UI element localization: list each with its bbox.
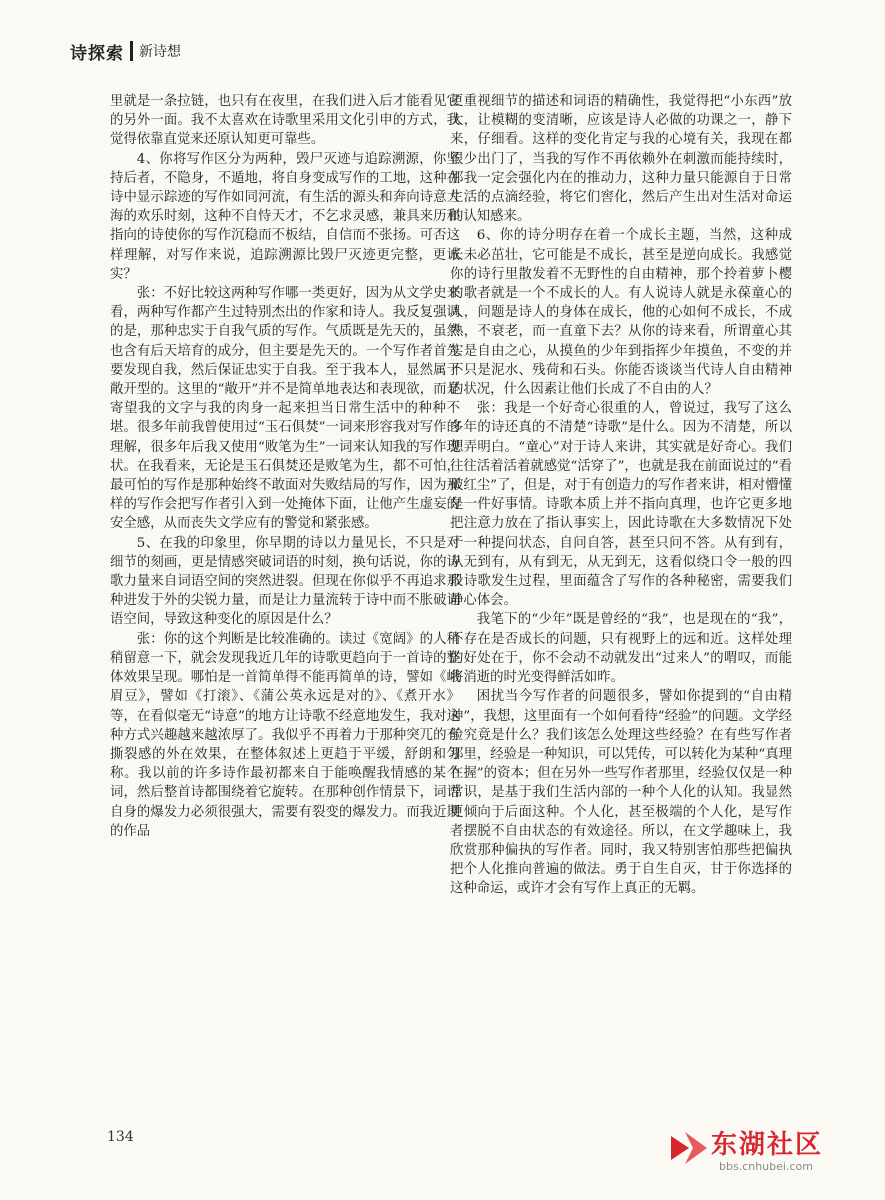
paragraph: 张：你的这个判断是比较准确的。读过《宽阔》的人稍稍留意一下，就会发现我近几年的诗歌更趋向于一首诗的整体效果呈现。哪怕是一首简单得不能再简单的诗，譬如《峨眉豆》，譬如《打滚》、《蒲公英永远是对的》、《煮开水》等，在看似毫无“诗意”的地方让诗歌不经意地发生，我对这种方式兴趣越来越浓厚了。我似乎不再着力于那种突兀的有撕裂感的外在效果，在整体叙述上更趋于平缓，舒朗和匀称。我以前的许多诗作最初都来自于能唤醒我情感的某个词，然后整首诗都围绕着它旋转。在那种创作情景下，词语自身的爆发力必须很强大，需要有裂变的爆发力。而我近期的作品 — [110, 631, 460, 839]
paragraph: 张：我是一个好奇心很重的人，曾说过，我写了这么多年的诗还真的不清楚“诗歌”是什么。因为不清楚，所以想弄明白。“童心”对于诗人来讲，其实就是好奇心。我们往往活着活着就感觉“活穿了”，也就是我在前面说过的“看破红尘”了，但是，对于有创造力的写作者来讲，相对懵懂是一件好事情。诗歌本质上并不指向真理，也许它更多地把注意力放在了指认事实上，因此诗歌在大多数情况下处于一种提问状态，自问自答，甚至只问不答。从有到有，从无到有，从有到无，从无到无，这看似绕口令一般的四段诗歌发生过程，里面蕴含了写作的各种秘密，需要我们静心体会。 — [450, 401, 792, 609]
paragraph: 我笔下的“少年”既是曾经的“我”，也是现在的“我”，不存在是否成长的问题，只有视野上的远和近。这样处理的好处在于，你不会动不动就发出“过来人”的喟叹，而能将消逝的时光变得鲜活如昨。 — [450, 612, 792, 686]
watermark — [667, 1124, 857, 1184]
watermark-url: bbs.cnhubei.com — [719, 1160, 813, 1173]
paragraph: 更重视细节的描述和词语的精确性，我觉得把“小东西”放大，让模糊的变清晰，应该是诗人必做的功课之一，静下来，仔细看。这样的变化肯定与我的心境有关，我现在都很少出门了，当我的写作不再依赖外在刺激而能持续时，那我一定会强化内在的推动力，这种力量只能源自于日常生活的点滴经验，将它们窖化，然后产生出对生活对命运的认知感来。 — [450, 94, 792, 225]
left-column — [110, 92, 460, 1112]
running-header — [70, 38, 181, 64]
paragraph: 张：不好比较这两种写作哪一类更好，因为从文学史来看，两种写作都产生过特别杰出的作家和诗人。我反复强调的是，那种忠实于自我气质的写作。气质既是先天的，虽然也含有后天培育的成分，但主要是先天的。一个写作者首先要发现自我，然后保证忠实于自我。至于我本人，显然属于敞开型的。这里的“敞开”并不是简单地表达和表现欲，而是寄望我的文字与我的肉身一起来担当日常生活中的种种不堪。很多年前我曾使用过“玉石俱焚”一词来形容我对写作的理解，很多年后我又使用“败笔为生”一词来认知我的写作现状。在我看来，无论是玉石俱焚还是败笔为生，都不可怕，最可怕的写作是那种始终不敢面对失败结局的写作，因为那样的写作会把写作者引入到一处掩体下面，让他产生虚妄的安全感，从而丧失文学应有的警觉和紧张感。 — [110, 286, 460, 532]
paragraph: 5、在我的印象里，你早期的诗以力量见长，不只是对细节的刻画，更是情感突破词语的时刻，换句话说，你的诗歌力量来自词语空间的突然进裂。但现在你似乎不再追求那种进发于外的尖锐力量，而是让力量流转于诗中而不胀破词语空间，导致这种变化的原因是什么？ — [110, 535, 460, 628]
paragraph: 6、你的诗分明存在着一个成长主题，当然，这种成长未必茁壮，它可能是不成长，甚至是逆向成长。我感觉你的诗行里散发着不无野性的自由精神，那个拎着萝卜樱的歌者就是一个不成长的人。有人说诗人就是永葆童心的人，问题是诗人的身体在成长，他的心如何不成长，不成熟，不衰老，而一直童下去？从你的诗来看，所谓童心其实是自由之心，从摸鱼的少年到指挥少年摸鱼，不变的并不只是泥水、残荷和石头。你能否谈谈当代诗人自由精神的状况，什么因素让他们长成了不自由的人？ — [450, 228, 792, 398]
paragraph: 里就是一条拉链，也只有在夜里，在我们进入后才能看见它的另外一面。我不太喜欢在诗歌里采用文化引申的方式，我觉得依靠直觉来还原认知更可靠些。 — [110, 94, 460, 148]
watermark-logo-icon — [667, 1128, 711, 1168]
right-column — [450, 92, 792, 1112]
paragraph: 4、你将写作区分为两种，毁尸灭迹与追踪溯源，你坚持后者，不隐身，不遁地，将自身变成写作的工地，这种在诗中显示踪迹的写作如同河流，有生活的源头和奔向诗意大海的欢乐时刻，这种不自恃天才，不乞求灵感，兼具来历和指向的诗使你的写作沉稳而不板结，自信而不张扬。可否这样理解，对写作来说，追踪溯源比毁尸灭迹更完整，更诚实？ — [110, 151, 460, 282]
paragraph: 困扰当今写作者的问题很多，譬如你提到的“自由精神”，我想，这里面有一个如何看待“经验”的问题。文学经验究竟是什么？我们该怎么处理这些经验？在有些写作者那里，经验是一种知识，可以凭传，可以转化为某种“真理在握”的资本；但在另外一些写作者那里，经验仅仅是一种常识，是基于我们生活内部的一种个人化的认知。我显然更倾向于后面这种。个人化，甚至极端的个人化，是写作者摆脱不自由状态的有效途径。所以，在文学趣味上，我欣赏那种偏执的写作者。同时，我又特别害怕那些把偏执把个人化推向普遍的做法。勇于自生自灭，甘于你选择的这种命运，或许才会有写作上真正的无羁。 — [450, 689, 792, 897]
header-divider — [130, 41, 133, 61]
magazine-title: 诗探索 — [70, 43, 124, 64]
page-number: 134 — [107, 1129, 134, 1145]
watermark-brand: 东湖社区 — [711, 1130, 824, 1160]
section-title: 新诗想 — [139, 44, 181, 60]
